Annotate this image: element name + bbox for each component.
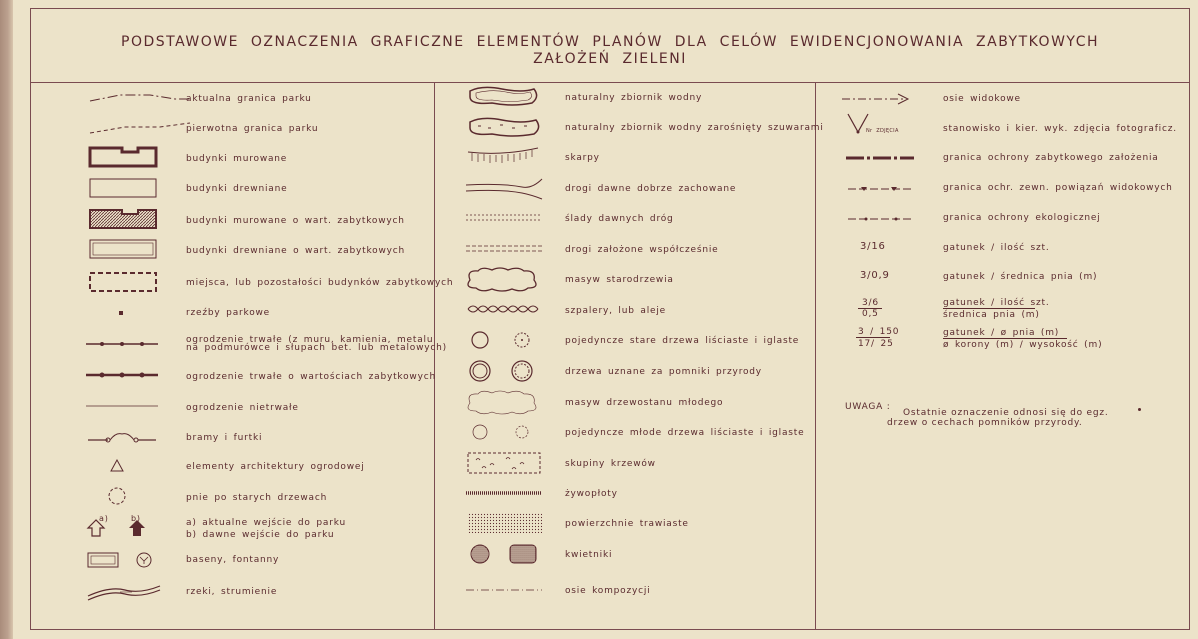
entrance-tag-b: b) bbox=[131, 514, 141, 523]
title-divider bbox=[30, 82, 1190, 83]
historic-wooden-building-icon bbox=[80, 236, 200, 262]
fraction-symbol-bottom: 0,5 bbox=[862, 309, 879, 319]
wooden-building-icon bbox=[80, 175, 200, 201]
legend-label: masyw drzewostanu młodego bbox=[565, 398, 724, 408]
legend-label: baseny, fontanny bbox=[186, 555, 280, 565]
lawn-icon bbox=[462, 510, 582, 536]
legend-label: rzeźby parkowe bbox=[186, 308, 271, 318]
legend-label: granica ochrony zabytkowego założenia bbox=[943, 153, 1159, 163]
species-count-symbol: 3/16 bbox=[860, 241, 886, 252]
fraction-rule bbox=[856, 337, 890, 338]
legend-label: osie widokowe bbox=[943, 94, 1021, 104]
legend-label-cont: na podmurówce i słupach bet. lub metalowych) bbox=[186, 343, 447, 353]
legend-label: bramy i furtki bbox=[186, 433, 263, 443]
label-rule bbox=[943, 308, 1035, 309]
fraction-symbol-bottom: 17/ 25 bbox=[858, 339, 894, 349]
road-traces-icon bbox=[462, 205, 582, 231]
column-divider-1 bbox=[434, 83, 435, 630]
legend-label: pojedyncze młode drzewa liściaste i iglaste bbox=[565, 428, 805, 438]
ink-dot bbox=[1138, 408, 1141, 411]
composition-axis-icon bbox=[462, 577, 582, 603]
protection-boundary-icon bbox=[836, 145, 956, 171]
gate-icon bbox=[80, 424, 200, 450]
legend-label: budynki murowane o wart. zabytkowych bbox=[186, 216, 405, 226]
masonry-building-icon bbox=[80, 144, 200, 170]
legend-label: stanowisko i kier. wyk. zdjęcia fotograficz. bbox=[943, 124, 1177, 134]
young-trees-icon bbox=[462, 419, 582, 445]
title-line-1: PODSTAWOWE OZNACZENIA GRAFICZNE ELEMENTÓW PLANÓW DLA CELÓW EWIDENCJONOWANIA ZABYTKOWYCH bbox=[121, 34, 1099, 50]
temporary-fence-icon bbox=[80, 393, 200, 419]
legend-label: granica ochrony ekologicznej bbox=[943, 213, 1101, 223]
legend-label: elementy architektury ogrodowej bbox=[186, 462, 365, 472]
overgrown-pond-icon bbox=[462, 114, 582, 140]
legend-label: gatunek / średnica pnia (m) bbox=[943, 272, 1098, 282]
legend-label: drogi dawne dobrze zachowane bbox=[565, 184, 737, 194]
old-stand-icon bbox=[462, 266, 582, 292]
legend-label: miejsca, lub pozostałości budynków zabytkowych bbox=[186, 278, 454, 288]
modern-roads-icon bbox=[462, 236, 582, 262]
legend-label: ślady dawnych dróg bbox=[565, 214, 674, 224]
title-line-2: ZAŁOŻEŃ ZIELENI bbox=[533, 51, 687, 67]
label-rule bbox=[943, 338, 1067, 339]
legend-label: kwietniki bbox=[565, 550, 613, 560]
legend-label: ogrodzenie trwałe (z muru, kamienia, metalu bbox=[186, 335, 434, 345]
legend-label: budynki drewniane bbox=[186, 184, 288, 194]
legend-label: skupiny krzewów bbox=[565, 459, 656, 469]
legend-label: naturalny zbiornik wodny bbox=[565, 93, 703, 103]
legend-label: szpalery, lub aleje bbox=[565, 306, 666, 316]
legend-label: budynki drewniane o wart. zabytkowych bbox=[186, 246, 406, 256]
legend-label: gatunek / ilość szt. bbox=[943, 298, 1050, 308]
legend-label: drzewa uznane za pomniki przyrody bbox=[565, 367, 762, 377]
column-divider-2 bbox=[815, 83, 816, 630]
legend-label-cont: ø korony (m) / wysokość (m) bbox=[943, 340, 1103, 350]
dashed-boundary-icon bbox=[80, 115, 200, 141]
fraction-symbol-top: 3 / 150 bbox=[858, 327, 900, 337]
legend-label: pierwotna granica parku bbox=[186, 124, 319, 134]
legend-label: pnie po starych drzewach bbox=[186, 493, 328, 503]
note-line-2: drzew o cechach pomników przyrody. bbox=[887, 418, 1083, 428]
legend-label: powierzchnie trawiaste bbox=[565, 519, 689, 529]
triangle-icon bbox=[80, 453, 200, 479]
species-diameter-symbol: 3/0,9 bbox=[860, 270, 890, 281]
legend-label: skarpy bbox=[565, 153, 600, 163]
note-line-1: Ostatnie oznaczenie odnosi się do egz. bbox=[903, 408, 1109, 418]
legend-label: żywopłoty bbox=[565, 489, 618, 499]
fraction-symbol-top: 3/6 bbox=[862, 298, 879, 308]
stump-circle-icon bbox=[80, 483, 200, 509]
building-remains-icon bbox=[80, 269, 200, 295]
legend-label: osie kompozycji bbox=[565, 586, 651, 596]
note-heading: UWAGA : bbox=[845, 402, 891, 412]
young-stand-icon bbox=[462, 389, 582, 415]
dash-dot-boundary-icon bbox=[80, 85, 200, 111]
preserved-roads-icon bbox=[462, 175, 582, 201]
external-links-boundary-icon bbox=[836, 176, 956, 202]
legend-label: gatunek / ø pnia (m) bbox=[943, 328, 1060, 338]
legend-label: pojedyncze stare drzewa liściaste i iglaste bbox=[565, 336, 800, 346]
slope-icon bbox=[462, 144, 582, 170]
legend-label: ogrodzenie nietrwałe bbox=[186, 403, 299, 413]
historic-fence-icon bbox=[80, 362, 200, 388]
paper-edge bbox=[0, 0, 13, 639]
legend-label-cont: średnica pnia (m) bbox=[943, 310, 1040, 320]
pool-fountain-icon bbox=[80, 547, 200, 573]
legend-label: drogi założone współcześnie bbox=[565, 245, 719, 255]
permanent-fence-icon bbox=[80, 331, 200, 357]
ecological-boundary-icon bbox=[836, 206, 956, 232]
hedge-icon bbox=[462, 480, 582, 506]
entrance-tag-a: a) bbox=[99, 514, 109, 523]
photo-number-tag: Nr ZDJĘCIA bbox=[866, 128, 899, 134]
legend-label: budynki murowane bbox=[186, 154, 288, 164]
legend-label-cont: b) dawne wejście do parku bbox=[186, 530, 335, 540]
river-icon bbox=[80, 578, 200, 604]
view-axis-icon bbox=[836, 86, 956, 112]
legend-label: a) aktualne wejście do parku bbox=[186, 518, 346, 528]
legend-label: ogrodzenie trwałe o wartościach zabytkowych bbox=[186, 372, 436, 382]
legend-label: gatunek / ilość szt. bbox=[943, 243, 1050, 253]
legend-label: granica ochr. zewn. powiązań widokowych bbox=[943, 183, 1173, 193]
alley-icon bbox=[462, 296, 582, 322]
page-title bbox=[30, 34, 1190, 68]
legend-label: naturalny zbiornik wodny zarośnięty szuwarami bbox=[565, 123, 824, 133]
natural-monument-icon bbox=[462, 358, 582, 384]
historic-masonry-building-icon bbox=[80, 206, 200, 232]
shrubs-icon bbox=[462, 450, 582, 476]
sculpture-icon bbox=[80, 300, 200, 326]
legend-label: aktualna granica parku bbox=[186, 94, 312, 104]
old-trees-icon bbox=[462, 327, 582, 353]
pond-icon bbox=[462, 83, 582, 109]
flowerbed-icon bbox=[462, 541, 582, 567]
legend-label: rzeki, strumienie bbox=[186, 587, 278, 597]
legend-label: masyw starodrzewia bbox=[565, 275, 674, 285]
